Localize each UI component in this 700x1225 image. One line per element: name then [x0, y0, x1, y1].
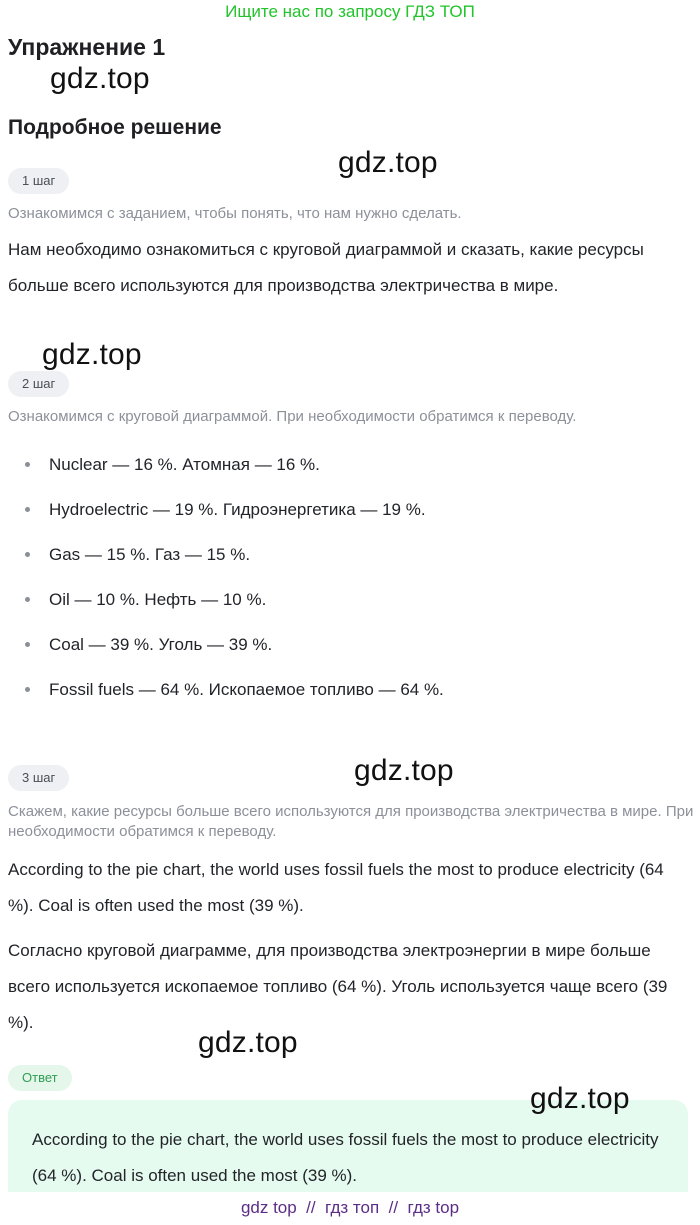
page-title: Упражнение 1 — [8, 34, 166, 60]
resource-list — [22, 442, 682, 712]
top-banner[interactable]: Ищите нас по запросу ГДЗ ТОП — [225, 2, 475, 21]
step-2-badge — [8, 371, 69, 397]
bullet-icon — [25, 552, 30, 557]
watermark: gdz.top — [354, 754, 454, 787]
list-item-text: Oil — 10 %. Нефть — 10 %. — [49, 590, 267, 609]
list-item — [22, 577, 682, 622]
list-item-text: Coal — 39 %. Уголь — 39 %. — [49, 635, 273, 654]
list-item-text: Gas — 15 %. Газ — 15 %. — [49, 545, 251, 564]
step-3-text-ru: Согласно круговой диаграмме, для производства электроэнергии в мире больше всего используется ископаемое топливо (64 %). Уголь используется чаще всего (39 %). — [8, 941, 668, 1032]
step-1-badge — [8, 168, 69, 194]
watermark: gdz.top — [50, 62, 150, 95]
step-3-hint: Скажем, какие ресурсы больше всего используются для производства электричества в мире. При необходимости обратимся к переводу. — [8, 803, 694, 840]
list-item — [22, 622, 682, 667]
answer-badge — [8, 1065, 72, 1091]
step-label: 3 шаг — [8, 765, 69, 791]
footer-links[interactable]: gdz top // гдз топ // гдз top — [240, 1198, 460, 1217]
answer-label: Ответ — [8, 1065, 72, 1091]
list-item — [22, 442, 682, 487]
watermark: gdz.top — [42, 338, 142, 371]
bullet-icon — [25, 462, 30, 467]
watermark: gdz.top — [338, 146, 438, 179]
bullet-icon — [25, 507, 30, 512]
watermark: gdz.top — [530, 1082, 630, 1115]
step-1-hint: Ознакомимся с заданием, чтобы понять, что нам нужно сделать. — [8, 205, 462, 222]
step-3-text-en: According to the pie chart, the world uses fossil fuels the most to produce electricity (64 %). Coal is often used the most (39 %). — [8, 860, 664, 915]
bullet-icon — [25, 687, 30, 692]
answer-text: According to the pie chart, the world uses fossil fuels the most to produce electricity (64 %). Coal is often used the most (39 %). — [32, 1130, 659, 1185]
section-title: Подробное решение — [8, 116, 222, 139]
list-item — [22, 487, 682, 532]
list-item — [22, 532, 682, 577]
step-label: 1 шаг — [8, 168, 69, 194]
list-item-text: Nuclear — 16 %. Атомная — 16 %. — [49, 455, 320, 474]
list-item — [22, 667, 682, 712]
bullet-icon — [25, 642, 30, 647]
step-2-hint: Ознакомимся с круговой диаграммой. При необходимости обратимся к переводу. — [8, 408, 577, 425]
list-item-text: Fossil fuels — 64 %. Ископаемое топливо — 64 %. — [49, 680, 444, 699]
bullet-icon — [25, 597, 30, 602]
step-3-badge — [8, 765, 69, 791]
step-1-text: Нам необходимо ознакомиться с круговой диаграммой и сказать, какие ресурсы больше всего используются для производства электричества в мире. — [8, 240, 644, 295]
step-label: 2 шаг — [8, 371, 69, 397]
watermark: gdz.top — [198, 1026, 298, 1059]
list-item-text: Hydroelectric — 19 %. Гидроэнергетика — 19 %. — [49, 500, 426, 519]
